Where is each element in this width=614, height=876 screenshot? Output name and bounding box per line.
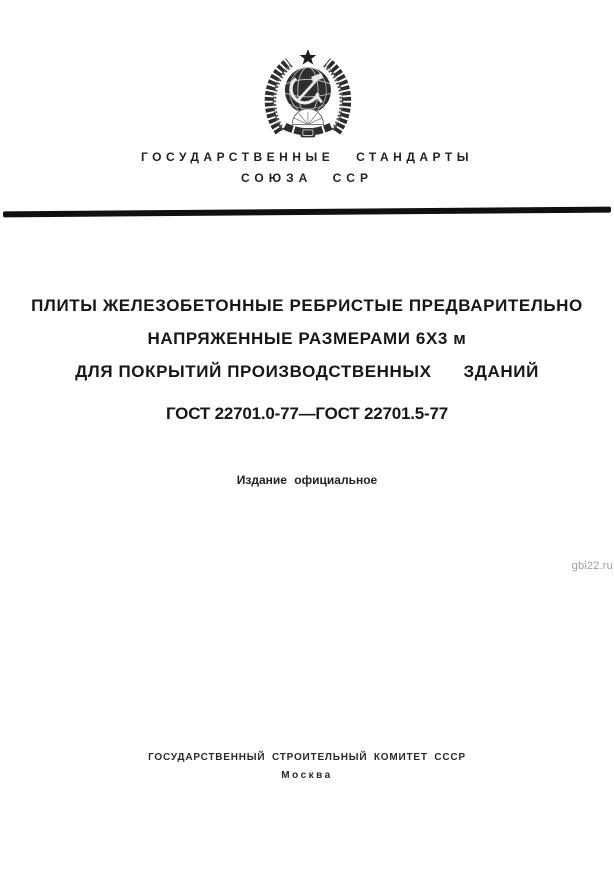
title-line-2: НАПРЯЖЕННЫЕ РАЗМЕРАМИ 6Х3 м bbox=[147, 329, 467, 348]
footer-publisher: ГОСУДАРСТВЕННЫЙ СТРОИТЕЛЬНЫЙ КОМИТЕТ СССР bbox=[148, 752, 466, 763]
title-line-3: ДЛЯ ПОКРЫТИЙ ПРОИЗВОДСТВЕННЫХ ЗДАНИЙ bbox=[75, 362, 539, 381]
divider-rule bbox=[3, 207, 611, 218]
header-standards-line: ГОСУДАРСТВЕННЫЕ СТАНДАРТЫ bbox=[141, 150, 473, 164]
ussr-state-emblem-icon bbox=[261, 47, 353, 143]
header-union-line: СОЮЗА ССР bbox=[241, 171, 373, 185]
title-line-1: ПЛИТЫ ЖЕЛЕЗОБЕТОННЫЕ РЕБРИСТЫЕ ПРЕДВАРИТЕЛЬНО bbox=[31, 296, 583, 315]
edition-note: Издание официальное bbox=[236, 473, 378, 487]
document-title bbox=[0, 289, 614, 388]
site-watermark: gbi22.ru bbox=[571, 560, 613, 572]
gost-designation: ГОСТ 22701.0-77—ГОСТ 22701.5-77 bbox=[165, 404, 449, 423]
ussr-state-emblem-svg bbox=[261, 47, 353, 143]
footer-city: Москва bbox=[281, 770, 333, 781]
